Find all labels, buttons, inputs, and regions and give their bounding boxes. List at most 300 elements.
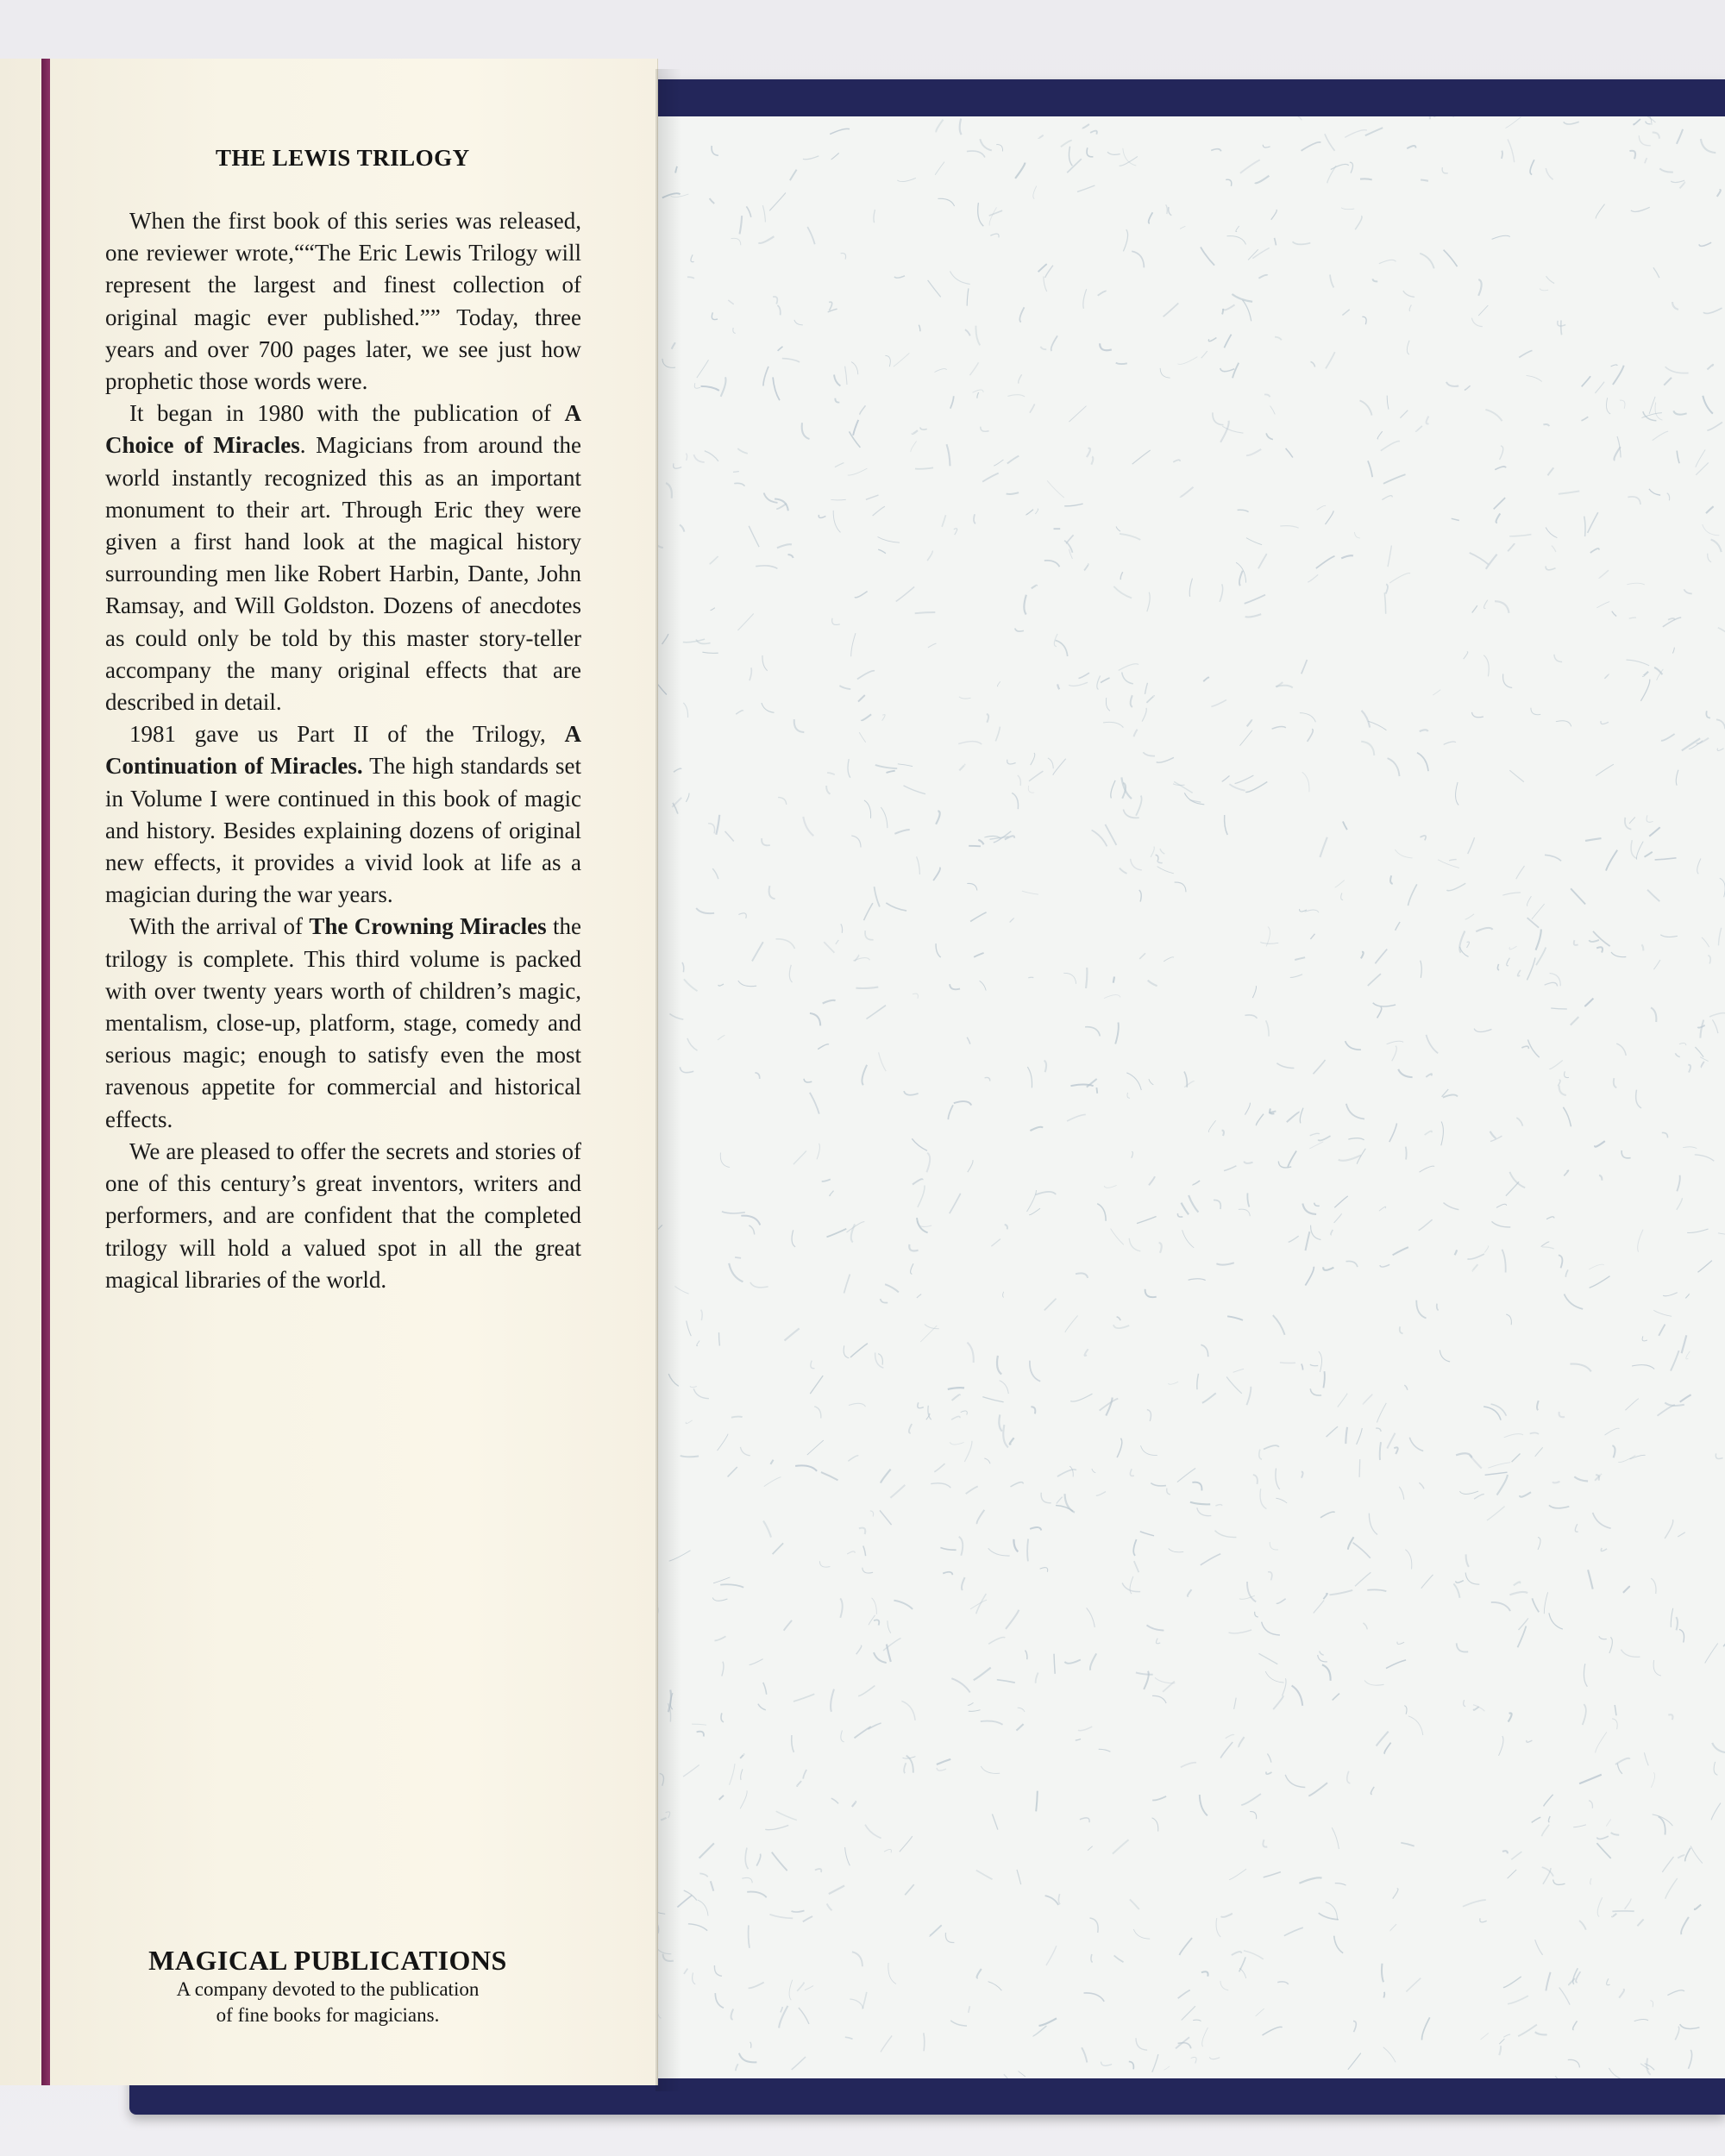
paper-fiber — [841, 1731, 844, 1742]
paper-fiber — [951, 1416, 960, 1420]
paper-fiber — [1220, 1742, 1233, 1758]
paper-fiber — [682, 962, 684, 972]
paper-fiber — [1335, 881, 1345, 887]
paper-fiber — [1421, 1575, 1433, 1589]
paper-fiber — [1612, 1911, 1634, 1912]
paper-fiber — [1308, 574, 1318, 582]
paper-fiber — [1596, 1843, 1610, 1858]
paper-fiber — [1480, 1918, 1487, 1922]
paper-fiber — [917, 1294, 921, 1298]
paper-fiber — [967, 288, 969, 305]
paper-fiber — [1583, 1704, 1586, 1725]
paper-fiber — [1617, 436, 1621, 458]
paper-fiber — [1289, 1236, 1299, 1242]
paper-fiber — [1314, 1203, 1320, 1206]
paper-fiber — [764, 493, 778, 503]
paper-fiber — [1164, 2066, 1170, 2070]
paper-fiber — [1310, 1388, 1321, 1395]
paper-fiber — [1596, 204, 1604, 219]
paper-fiber — [1136, 796, 1141, 816]
paper-fiber — [1503, 1977, 1521, 1988]
paper-fiber — [1085, 1027, 1100, 1037]
paper-fiber — [1384, 1743, 1390, 1754]
paper-fiber — [1003, 1425, 1008, 1447]
paper-fiber — [1497, 1475, 1508, 1495]
paper-fiber — [976, 1871, 993, 1880]
paper-fiber — [997, 1356, 1001, 1375]
paper-fiber — [1484, 655, 1489, 677]
paper-fiber — [1563, 1107, 1571, 1127]
paper-fiber — [1545, 855, 1561, 861]
paper-fiber — [1416, 426, 1422, 431]
paper-fiber — [1346, 1041, 1361, 1050]
flap-title: THE LEWIS TRILOGY — [216, 145, 470, 171]
paper-fiber — [862, 714, 871, 720]
book-title-text: The Crowning Miracles — [309, 913, 547, 940]
paper-fiber — [1048, 758, 1053, 768]
paper-fiber — [1573, 2021, 1578, 2029]
paper-fiber — [863, 1546, 866, 1557]
paper-fiber — [1357, 1428, 1363, 1445]
paper-fiber — [804, 1079, 812, 1082]
paper-fiber — [737, 448, 748, 454]
paper-fiber — [1302, 1364, 1303, 1370]
paper-fiber — [749, 1983, 764, 1989]
paper-fiber — [807, 1440, 824, 1455]
paper-fiber — [1631, 207, 1650, 211]
paper-fiber — [795, 1465, 817, 1470]
paper-fiber — [1299, 1877, 1321, 1883]
paper-fiber — [718, 984, 724, 986]
paper-fiber — [1329, 1590, 1352, 1595]
paper-fiber — [1239, 571, 1243, 586]
paper-fiber — [1215, 1531, 1237, 1538]
paper-fiber — [1141, 1445, 1157, 1455]
paper-fiber — [1064, 504, 1082, 506]
paper-fiber — [969, 362, 978, 375]
paper-fiber — [1164, 304, 1179, 317]
paper-fiber — [1546, 528, 1557, 538]
paper-fiber — [1276, 1063, 1294, 1069]
paper-fiber — [1180, 487, 1193, 497]
paper-fiber — [1086, 968, 1087, 988]
paper-fiber — [769, 886, 775, 899]
paper-fiber — [1659, 1816, 1665, 1834]
paper-fiber — [1350, 162, 1353, 173]
paper-fiber — [797, 1983, 804, 1991]
paper-fiber — [1649, 397, 1655, 414]
paper-fiber — [1191, 2057, 1196, 2063]
paper-fiber — [1300, 713, 1316, 723]
paper-fiber — [1311, 1225, 1321, 1240]
paper-fiber — [1005, 1225, 1007, 1229]
paper-fiber — [1690, 1846, 1703, 1863]
paper-fiber — [733, 328, 736, 334]
paper-fiber — [1720, 878, 1725, 897]
paper-fiber — [1036, 1192, 1057, 1195]
paper-fiber — [701, 386, 719, 391]
paper-fiber — [896, 586, 914, 601]
paper-fiber — [1120, 534, 1140, 540]
paper-fiber — [1041, 347, 1047, 349]
paper-fiber — [981, 1721, 1003, 1725]
paper-fiber — [1662, 1857, 1673, 1872]
paper-fiber — [1225, 815, 1228, 835]
paper-fiber — [697, 1732, 704, 1737]
paper-fiber — [1243, 300, 1251, 321]
paper-fiber — [738, 981, 756, 986]
paper-fiber — [1714, 1762, 1717, 1775]
paper-fiber — [1322, 1664, 1331, 1680]
paper-fiber — [1646, 122, 1651, 124]
paper-fiber — [1653, 431, 1668, 441]
paper-fiber — [1409, 305, 1411, 311]
paper-fiber — [852, 1802, 856, 1807]
paper-fiber — [746, 206, 750, 216]
paper-fiber — [738, 913, 746, 918]
paper-fiber — [1468, 837, 1475, 854]
paper-fiber — [827, 1229, 847, 1238]
paper-fiber — [870, 1511, 874, 1517]
paper-fiber — [970, 912, 987, 922]
paper-fiber — [1310, 1364, 1318, 1366]
paper-fiber — [1015, 629, 1024, 632]
paper-fiber — [1685, 1294, 1689, 1298]
paper-fiber — [699, 1873, 707, 1877]
paper-fiber — [1368, 721, 1386, 730]
paper-fiber — [864, 903, 873, 920]
paper-fiber — [1706, 711, 1710, 718]
paper-fiber — [1532, 1817, 1541, 1822]
paper-fiber — [1151, 1483, 1166, 1486]
paper-fiber — [1092, 830, 1107, 847]
paper-fiber — [1284, 1927, 1303, 1936]
paper-fiber — [1437, 1304, 1439, 1311]
paper-fiber — [1392, 1046, 1397, 1062]
paper-fiber — [749, 1225, 754, 1235]
paper-fiber — [850, 1344, 868, 1357]
paper-fiber — [1227, 236, 1246, 245]
paper-fiber — [936, 943, 941, 957]
paper-fiber — [985, 1077, 990, 1081]
paper-fiber — [693, 454, 704, 462]
paper-fiber — [1717, 749, 1723, 751]
paper-fiber — [1622, 1150, 1630, 1158]
paper-fiber — [1642, 1336, 1647, 1340]
paper-fiber — [1235, 775, 1254, 784]
paper-fiber — [1285, 1775, 1305, 1788]
paper-fiber — [1184, 793, 1204, 804]
paper-fiber — [1463, 1900, 1486, 1907]
paper-fiber — [1105, 824, 1116, 845]
paper-fiber — [1604, 674, 1609, 679]
paper-fiber — [1341, 555, 1353, 558]
paper-fiber — [735, 1257, 741, 1258]
paper-fiber — [1659, 1325, 1665, 1336]
paper-fiber — [1487, 1507, 1505, 1520]
paper-fiber — [1596, 602, 1609, 608]
paper-fiber — [811, 1361, 815, 1369]
paper-fiber — [1474, 1029, 1491, 1032]
paper-fiber — [1122, 673, 1133, 684]
paper-fiber — [772, 1852, 787, 1871]
paper-fiber — [1565, 1294, 1584, 1309]
paper-fiber — [1181, 1763, 1196, 1767]
paper-fiber — [1541, 1242, 1550, 1247]
paper-fiber — [794, 320, 803, 325]
paper-fiber — [1640, 2064, 1649, 2070]
paper-fiber — [756, 1854, 761, 1866]
paper-fiber — [1527, 958, 1535, 981]
paper-fiber — [1645, 158, 1647, 163]
paper-fiber — [848, 1456, 858, 1461]
paper-fiber — [719, 1332, 720, 1345]
paper-fiber — [1582, 417, 1589, 421]
paper-fiber — [1302, 1471, 1303, 1477]
paper-fiber — [1117, 1317, 1121, 1320]
paper-fiber — [1551, 1008, 1567, 1009]
paper-fiber — [915, 612, 936, 613]
paper-fiber — [1535, 1447, 1543, 1457]
paper-fiber — [1620, 400, 1625, 409]
flap-paragraph — [105, 398, 581, 718]
paper-fiber — [1388, 758, 1400, 776]
paper-fiber — [1506, 1314, 1511, 1325]
paper-fiber — [807, 227, 815, 244]
paper-fiber — [1382, 1964, 1383, 1983]
paper-fiber — [1360, 400, 1372, 415]
paper-fiber — [1579, 1775, 1602, 1784]
paper-fiber — [850, 431, 861, 448]
paper-fiber — [1700, 1057, 1709, 1062]
paper-fiber — [1518, 2025, 1537, 2037]
paper-fiber — [1684, 589, 1691, 593]
paper-fiber — [976, 1594, 987, 1614]
paper-fiber — [888, 1620, 891, 1633]
paper-fiber — [1701, 139, 1716, 153]
paper-fiber — [1369, 1514, 1377, 1535]
paper-fiber — [1683, 1147, 1697, 1149]
paper-fiber — [992, 1814, 998, 1830]
paper-fiber — [834, 375, 840, 386]
paper-fiber — [1471, 318, 1482, 327]
paper-fiber — [954, 1101, 972, 1106]
paper-fiber — [859, 732, 866, 743]
paper-fiber — [1077, 185, 1095, 191]
paper-fiber — [1091, 457, 1093, 465]
paper-fiber — [1159, 1243, 1162, 1253]
paper-fiber — [1113, 586, 1132, 599]
paper-fiber — [1408, 1716, 1423, 1735]
paper-fiber — [1379, 1206, 1386, 1211]
paper-fiber — [984, 1458, 990, 1463]
paper-fiber — [1226, 1734, 1234, 1738]
paper-fiber — [1320, 1651, 1324, 1656]
paper-fiber — [1377, 1732, 1389, 1746]
paper-fiber — [1403, 291, 1414, 297]
paper-fiber — [841, 924, 843, 932]
paper-fiber — [1449, 860, 1457, 861]
paper-fiber — [1559, 1086, 1566, 1095]
paper-fiber — [1057, 684, 1059, 689]
paper-fiber — [1531, 708, 1540, 715]
paper-fiber — [1114, 1956, 1124, 1963]
paper-fiber — [1220, 368, 1235, 372]
paper-fiber — [1397, 1642, 1404, 1645]
paper-fiber — [1509, 946, 1517, 950]
paper-fiber — [988, 1637, 1005, 1644]
paper-fiber — [1509, 1172, 1525, 1188]
paper-fiber — [931, 1483, 950, 1488]
paper-fiber — [997, 681, 1000, 686]
paper-fiber — [822, 1179, 831, 1181]
paper-fiber — [1393, 1889, 1398, 1899]
paper-fiber — [1687, 1229, 1708, 1232]
paper-fiber — [886, 903, 906, 911]
paper-fiber — [1334, 1196, 1348, 1207]
paper-fiber — [745, 1848, 748, 1870]
paper-fiber — [862, 1568, 873, 1573]
paper-fiber — [1035, 509, 1038, 514]
paper-fiber — [1346, 1261, 1358, 1267]
paper-fiber — [1245, 1103, 1250, 1115]
paper-fiber — [1057, 1497, 1063, 1504]
paper-fiber — [1605, 1428, 1620, 1435]
paper-fiber — [911, 442, 917, 452]
paper-fiber — [1609, 1637, 1612, 1653]
paper-fiber — [927, 551, 932, 561]
paper-fiber — [1007, 492, 1019, 494]
paper-fiber — [1157, 867, 1174, 874]
paper-fiber — [1680, 182, 1685, 188]
paper-fiber — [1647, 890, 1659, 902]
paper-fiber — [710, 198, 715, 204]
paper-fiber — [1520, 1492, 1531, 1496]
paper-fiber — [1276, 1599, 1286, 1604]
paper-fiber — [712, 1598, 727, 1601]
paper-fiber — [1012, 793, 1018, 809]
paper-fiber — [1310, 1133, 1320, 1135]
paper-fiber — [1390, 1924, 1396, 1931]
paper-fiber — [1320, 837, 1327, 857]
paper-fiber — [1245, 595, 1265, 604]
paper-fiber — [1311, 361, 1315, 367]
paper-fiber — [1490, 1131, 1496, 1138]
paper-fiber — [1404, 1385, 1408, 1390]
paper-fiber — [918, 1186, 925, 1207]
paper-fiber — [1036, 1673, 1038, 1683]
paper-fiber — [1716, 1453, 1722, 1458]
paper-fiber — [1708, 956, 1710, 964]
paper-fiber — [1309, 1142, 1323, 1149]
paper-fiber — [848, 468, 868, 475]
paper-fiber — [1611, 952, 1626, 957]
paper-fiber — [1556, 721, 1571, 727]
paper-fiber — [715, 1636, 726, 1640]
paper-fiber — [1700, 1020, 1703, 1038]
paper-fiber — [1485, 1472, 1508, 1475]
paper-fiber — [830, 128, 850, 134]
paper-fiber — [1027, 1067, 1032, 1087]
paper-fiber — [1368, 974, 1381, 986]
paper-fiber — [1244, 1162, 1252, 1163]
paper-fiber — [1543, 424, 1549, 426]
paper-fiber — [884, 1849, 891, 1852]
paper-fiber — [1383, 1992, 1384, 1998]
paper-fiber — [1258, 1653, 1277, 1664]
paper-fiber — [1173, 460, 1180, 462]
paper-fiber — [1131, 859, 1142, 870]
paper-fiber — [1267, 1754, 1271, 1763]
paper-fiber — [1689, 2050, 1692, 2069]
paper-fiber — [1234, 1698, 1237, 1709]
paragraph-text: . Magicians from around the world instantly recognized this as an important monument to their art. Through Eric they were given a first hand look at the magical history surrounding men like Robert Harbin, Dante, John Ramsay, and Will Goldston. Dozens of anecdotes as could only be told by this master story-teller accompany the many original effects that are described in detail. — [105, 432, 582, 716]
paper-fiber — [1464, 1700, 1466, 1707]
paper-fiber — [845, 1847, 850, 1865]
paper-fiber — [1190, 1502, 1210, 1505]
paper-fiber — [1216, 1918, 1220, 1937]
paper-fiber — [1292, 1686, 1303, 1706]
paper-fiber — [728, 1467, 737, 1476]
paper-fiber — [1018, 775, 1021, 786]
paper-fiber — [1632, 1365, 1654, 1369]
paper-fiber — [1443, 1094, 1458, 1097]
paper-fiber — [1038, 264, 1047, 272]
flap-paragraph — [105, 911, 581, 1135]
paper-fiber — [901, 1701, 915, 1720]
paper-fiber — [1399, 1487, 1404, 1500]
paper-fiber — [1203, 677, 1208, 681]
paper-fiber — [750, 1659, 763, 1665]
paper-fiber — [1625, 1399, 1639, 1411]
paper-fiber — [1472, 1264, 1477, 1271]
paper-fiber — [1220, 584, 1223, 602]
paper-fiber — [1503, 674, 1513, 687]
paper-fiber — [1527, 376, 1542, 382]
paper-fiber — [1197, 1374, 1199, 1389]
paper-fiber — [1258, 275, 1267, 279]
paper-fiber — [1044, 561, 1060, 567]
paper-fiber — [909, 1424, 912, 1433]
paper-fiber — [845, 2037, 853, 2039]
paper-fiber — [904, 1763, 906, 1773]
paper-fiber — [928, 643, 937, 648]
paper-fiber — [982, 1397, 1003, 1402]
paper-fiber — [1672, 302, 1678, 310]
paper-fiber — [1466, 1554, 1469, 1566]
paper-fiber — [1341, 893, 1343, 899]
paper-fiber — [1407, 146, 1415, 148]
paper-fiber — [1334, 1213, 1342, 1223]
paper-fiber — [1326, 352, 1335, 368]
paper-fiber — [683, 1765, 699, 1777]
paper-fiber — [741, 1769, 743, 1780]
paper-fiber — [701, 1310, 703, 1320]
paper-fiber — [1419, 1219, 1433, 1231]
paper-fiber — [855, 592, 867, 598]
paper-fiber — [1660, 935, 1678, 937]
paper-fiber — [1046, 1946, 1057, 1965]
paper-fiber — [1565, 1071, 1569, 1077]
paper-fiber — [1405, 1550, 1411, 1570]
paper-fiber — [794, 1151, 806, 1165]
paper-fiber — [1113, 1839, 1129, 1853]
paper-fiber — [1555, 2076, 1561, 2078]
paper-fiber — [1676, 770, 1678, 786]
paper-fiber — [1045, 266, 1053, 278]
paper-fiber — [1365, 128, 1383, 135]
paper-fiber — [1101, 678, 1110, 683]
